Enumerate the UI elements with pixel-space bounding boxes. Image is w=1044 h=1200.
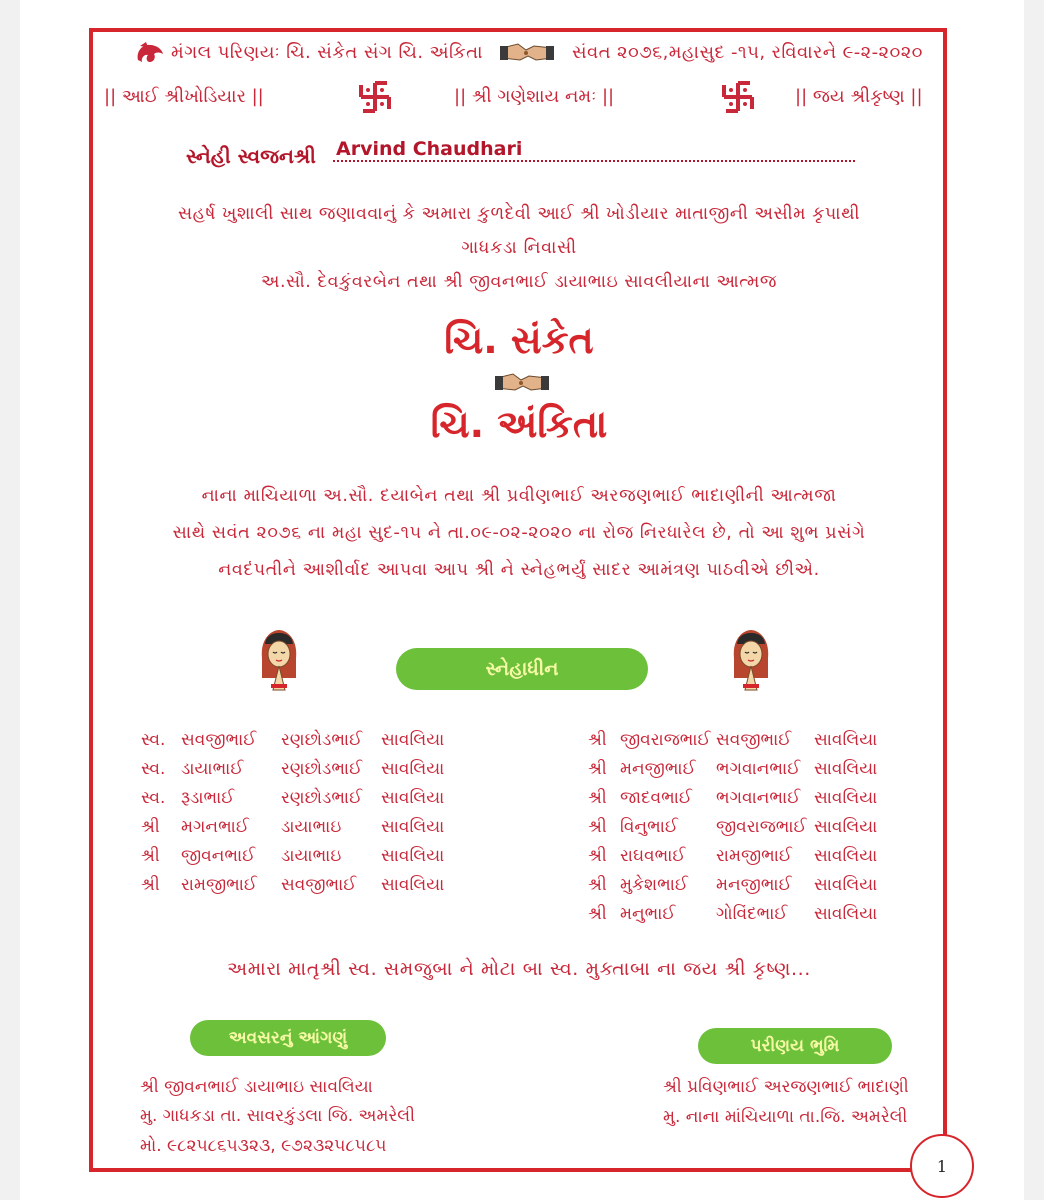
swastik-icon [358, 80, 392, 114]
bride-name: ચિ. અંકિતા [430, 402, 608, 446]
venue-left-phone: મો. ૯૮૨૫૮૬૫૩૨૩, ૯૭૨૩૨૫૮૫૮૫ [140, 1136, 387, 1156]
namaste-lady-icon [256, 628, 302, 694]
message-line-2: સાથે સવંત ૨૦૭૬ ના મહા સુદ-૧૫ ને તા.૦૯-૦૨-૨૦૨૦ ના રોજ નિરધારેલ છે, તો આ શુભ પ્રસંગે [172, 523, 866, 543]
ganesha-icon [134, 40, 166, 66]
guest-name-dotted-line [333, 160, 855, 162]
groom-name: ચિ. સંકેત [444, 318, 594, 362]
list-item: શ્રી જાદવભાઈ ભગવાનભાઈ સાવલિયા [588, 788, 878, 808]
venue-right-badge: પરીણય ભુમિ [698, 1028, 892, 1064]
list-item: સ્વ. ડાયાભાઈ રણછોડભાઈ સાવલિયા [141, 759, 445, 779]
list-item: શ્રી જીવરાજભાઈ સવજીભાઈ સાવલિયા [588, 730, 878, 750]
venue-left-line-1: શ્રી જીવનભાઈ ડાયાભાઇ સાવલિયા [140, 1077, 373, 1097]
header-couple-line: મંગલ પરિણયઃ ચિ. સંકેત સંગ ચિ. અંકિતા [171, 42, 483, 63]
list-item: શ્રી રાઘવભાઈ રામજીભાઈ સાવલિયા [588, 846, 878, 866]
header-krishna: || જય શ્રીકૃષ્ણ || [795, 86, 923, 107]
namaste-lady-icon [728, 628, 774, 694]
list-item: સ્વ. સવજીભાઈ રણછોડભાઈ સાવલિયા [141, 730, 445, 750]
header-ganesh: || શ્રી ગણેશાય નમઃ || [454, 86, 615, 107]
list-item: શ્રી મગનભાઈ ડાયાભાઇ સાવલિયા [141, 817, 445, 837]
intro-line-1: સહર્ષ ખુશાલી સાથ જણાવવાનું કે અમારા કુળદેવી આઈ શ્રી ખોડીયાર માતાજીની અસીમ કૃપાથી [178, 204, 860, 224]
list-item: શ્રી રામજીભાઈ સવજીભાઈ સાવલિયા [141, 875, 445, 895]
venue-left-badge: અવસરનું આંગણું [190, 1020, 386, 1056]
message-line-1: નાના માચિયાળા અ.સૌ. દયાબેન તથા શ્રી પ્રવીણભાઈ અરજણભાઈ ભાદાણીની આત્મજા [201, 486, 837, 506]
list-item: સ્વ. રૂડાભાઈ રણછોડભાઈ સાવલિયા [141, 788, 445, 808]
venue-right-line-1: શ્રી પ્રવિણભાઈ અરજણભાઈ ભાદાણી [663, 1077, 909, 1097]
list-item: શ્રી વિનુભાઈ જીવરાજભાઈ સાવલિયા [588, 817, 878, 837]
list-item: શ્રી મનજીભાઈ ભગવાનભાઈ સાવલિયા [588, 759, 878, 779]
greeting-label: સ્નેહી સ્વજનશ્રી [186, 144, 316, 168]
list-item: શ્રી મનુભાઈ ગોવિંદભાઈ સાવલિયા [588, 904, 878, 924]
intro-line-3: અ.સૌ. દેવકુંવરબેન તથા શ્રી જીવનભાઈ ડાયાભાઇ સાવલીયાના આત્મજ [261, 272, 777, 292]
venue-right-line-2: મુ. નાના માંચિયાળા તા.જિ. અમરેલી [663, 1107, 908, 1127]
handshake-icon [500, 38, 554, 66]
header-khodiyar: || આઈ શ્રીખોડિયાર || [104, 86, 264, 107]
intro-line-2: ગાધકડા નિવાસી [461, 238, 577, 258]
family-list-left [141, 726, 444, 900]
snehadhin-badge: સ્નેહાધીન [396, 648, 648, 690]
list-item: શ્રી મુકેશભાઈ મનજીભાઈ સાવલિયા [588, 875, 878, 895]
family-list-right [588, 726, 877, 929]
message-line-3: નવદંપતીને આશીર્વાદ આપવા આપ શ્રી ને સ્નેહભર્યું સાદર આમંત્રણ પાઠવીએ છીએ. [218, 560, 820, 580]
handshake-icon [494, 368, 550, 396]
venue-left-line-2: મુ. ગાધકડા તા. સાવરકુંડલા જિ. અમરેલી [140, 1106, 415, 1126]
page-number-badge: 1 [910, 1134, 974, 1198]
blessing-line: અમારા માતૃશ્રી સ્વ. સમજુબા ને મોટા બા સ્વ. મુક્તાબા ના જય શ્રી કૃષ્ણ... [227, 958, 811, 980]
guest-name: Arvind Chaudhari [336, 138, 523, 160]
swastik-icon [721, 80, 755, 114]
list-item: શ્રી જીવનભાઈ ડાયાભાઇ સાવલિયા [141, 846, 445, 866]
header-date-line: સંવત ૨૦૭૬,મહાસુદ -૧૫, રવિવારને ૯-૨-૨૦૨૦ [572, 42, 923, 63]
invitation-border [89, 28, 947, 1172]
